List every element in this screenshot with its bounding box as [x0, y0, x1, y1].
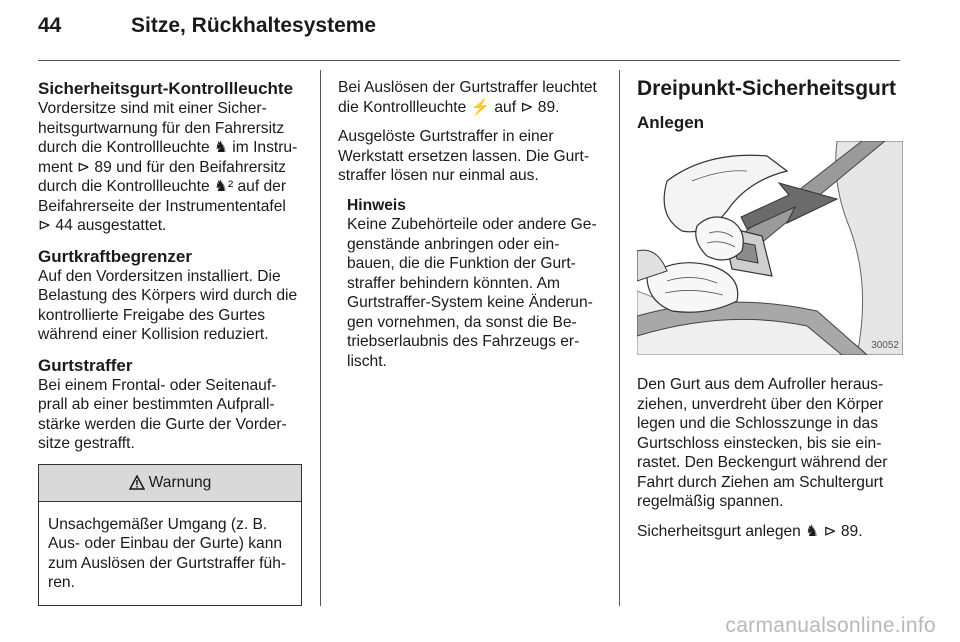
text-line: genstände anbringen oder ein- [347, 235, 560, 253]
text-line: Bei einem Frontal- oder Seitenauf- [38, 376, 277, 394]
page-number: 44 [38, 14, 62, 37]
watermark: carmanualsonline.info [725, 614, 936, 637]
note-block [338, 196, 604, 372]
text-line: Ausgelöste Gurtstraffer in einer [338, 128, 554, 145]
text-line: durch die Kontrollleuchte ♞² auf der [38, 178, 287, 195]
text-line: Werkstatt ersetzen lassen. Die Gurt- [338, 147, 590, 165]
text-line: Vordersitze sind mit einer Sicher- [38, 100, 267, 117]
column-divider-2 [619, 70, 620, 606]
heading-belt-pretensioner: Gurtstraffer [38, 355, 133, 375]
text-line: Aus- oder Einbau der Gurte) kann [48, 535, 283, 552]
text-line: zum Auslösen der Gurtstraffer füh- [48, 554, 287, 572]
text-line: ziehen, unverdreht über den Körper [637, 395, 884, 413]
text-line: Den Gurt aus dem Aufroller heraus- [637, 376, 884, 393]
text-line: Beifahrerseite der Instrumententafel [38, 197, 286, 215]
paragraph-seatbelt-warning [38, 99, 304, 236]
text-line: triebserlaubnis des Fahrzeugs er- [347, 333, 580, 350]
text-line: ment ⊳ 89 und für den Beifahrersitz [38, 158, 286, 176]
text-line: Unsachgemäßer Umgang (z. B. [48, 515, 268, 533]
text-line: Gurtschloss einstecken, bis sie ein- [637, 434, 882, 452]
text-line: Belastung des Körpers wird durch die [38, 287, 298, 304]
text-line: regelmäßig spannen. [637, 493, 784, 510]
text-line: legen und die Schlosszunge in das [637, 415, 879, 432]
text-line: Bei Auslösen der Gurtstraffer leuchtet [338, 79, 597, 96]
text-line: rastet. Den Beckengurt während der [637, 454, 888, 471]
header-divider [38, 60, 900, 61]
text-line: Gurtstraffer-System keine Änderun- [347, 294, 593, 311]
text-line: bauen, die die Funktion der Gurt- [347, 255, 576, 272]
text-line: während einer Kollision reduziert. [38, 326, 269, 343]
text-line: straffer lösen nur einmal aus. [338, 167, 539, 184]
paragraph-pretensioner-light [338, 78, 604, 117]
text-line: gen vornehmen, da sonst die Be- [347, 313, 577, 331]
note-title: Hinweis [347, 196, 406, 214]
text-line: Sicherheitsgurt anlegen ♞ ⊳ 89. [637, 522, 863, 540]
column-left [38, 78, 304, 606]
seatbelt-fastening-drawing [637, 141, 903, 355]
text-line: straffer behindern könnten. Am [347, 274, 560, 292]
heading-seatbelt-warning-light: Sicherheitsgurt-Kontrollleuchte [38, 79, 294, 98]
text-line: sitze gestrafft. [38, 435, 135, 452]
paragraph-pretensioner-replace [338, 127, 604, 186]
column-divider-1 [320, 70, 321, 606]
text-line: Fahrt durch Ziehen am Schultergurt [637, 473, 884, 491]
text-line: Keine Zubehörteile oder andere Ge- [347, 216, 597, 233]
warning-header [39, 465, 301, 502]
column-middle [338, 78, 604, 371]
heading-belt-force-limiter: Gurtkraftbegrenzer [38, 246, 192, 266]
section-title: Sitze, Rückhaltesysteme [131, 14, 377, 37]
figure-id: 30052 [871, 339, 899, 351]
heading-fastening: Anlegen [637, 113, 705, 132]
paragraph-fastening-instructions [637, 375, 903, 512]
paragraph-belt-force-limiter [38, 267, 304, 345]
text-line: heitsgurtwarnung für den Fahrersitz [38, 119, 285, 137]
text-line: ren. [48, 574, 75, 591]
text-line: durch die Kontrollleuchte ♞ im Instru- [38, 139, 298, 156]
warning-triangle-icon [129, 475, 145, 490]
text-line: prall ab einer bestimmten Aufprall- [38, 396, 275, 413]
text-line: lischt. [347, 352, 387, 370]
text-line: stärke werden die Gurte der Vorder- [38, 415, 287, 433]
text-line: Auf den Vordersitzen installiert. Die [38, 267, 281, 285]
text-line: kontrollierte Freigabe des Gurtes [38, 306, 266, 324]
heading-three-point-belt: Dreipunkt-Sicherheitsgurt [637, 77, 897, 100]
warning-label: Warnung [148, 473, 212, 491]
warning-box [38, 464, 302, 606]
paragraph-fasten-reference [637, 522, 903, 542]
warning-body [39, 502, 301, 605]
text-line: die Kontrollleuchte ⚡ auf ⊳ 89. [338, 98, 560, 116]
paragraph-belt-pretensioner [38, 376, 304, 454]
text-line: ⊳ 44 ausgestattet. [38, 217, 167, 234]
column-right [637, 78, 903, 551]
seatbelt-illustration [637, 141, 903, 355]
